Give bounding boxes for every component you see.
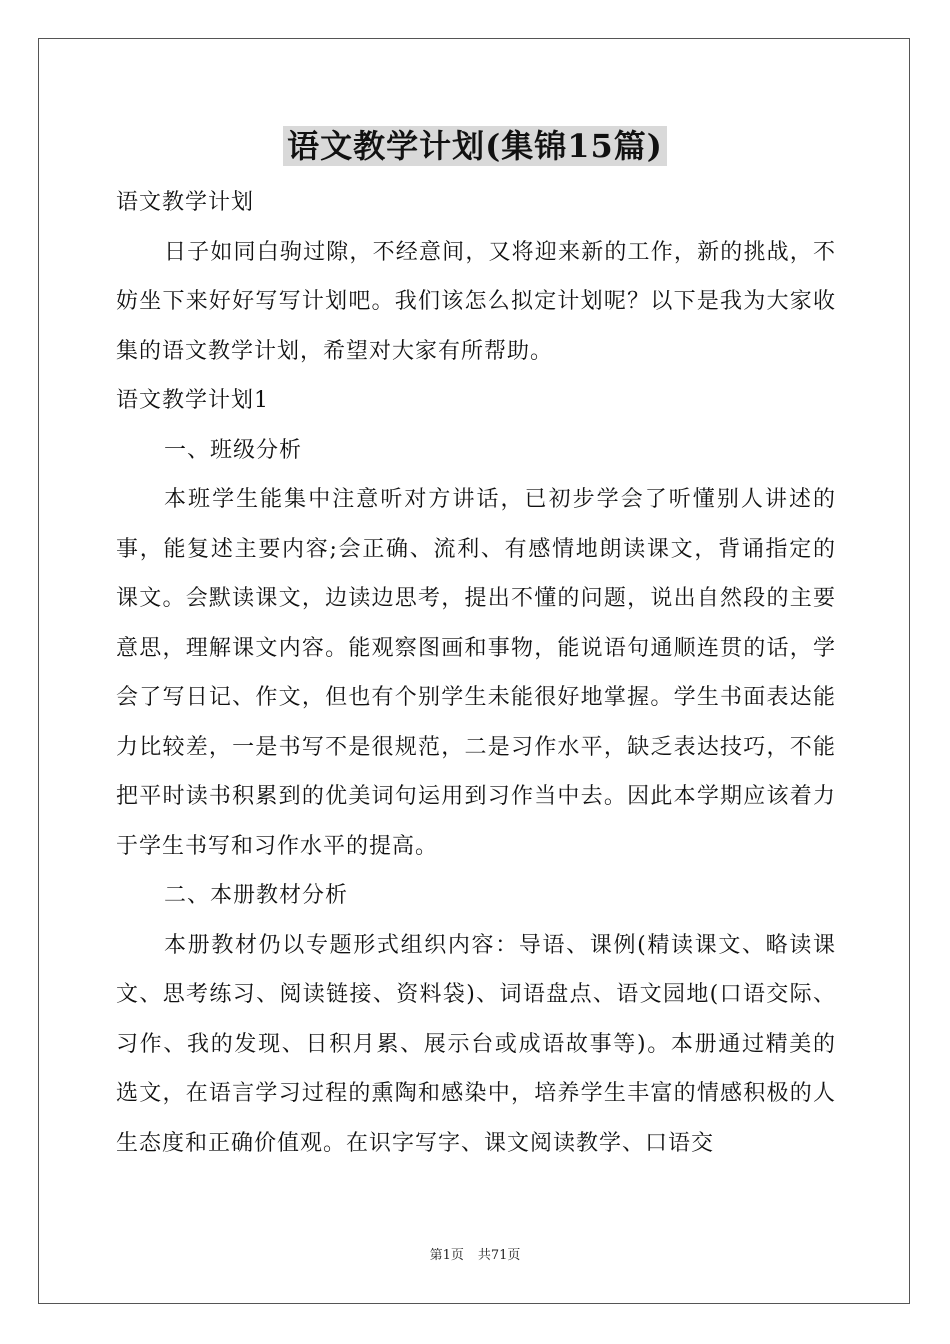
- paragraph: 本班学生能集中注意听对方讲话，已初步学会了听懂别人讲述的事，能复述主要内容;会正确、流利、有感情地朗读课文，背诵指定的课文。会默读课文，边读边思考，提出不懂的问题，说出自然段的主要意思，理解课文内容。能观察图画和事物，能说语句通顺连贯的话，学会了写日记、作文，但也有个别学生未能很好地掌握。学生书面表达能力比较差，一是书写不是很规范，二是习作水平，缺乏表达技巧，不能把平时读书积累到的优美词句运用到习作当中去。因此本学期应该着力于学生书写和习作水平的提高。: [116, 487, 836, 859]
- document-body: [116, 178, 836, 1168]
- paragraph: 日子如同白驹过隙，不经意间，又将迎来新的工作，新的挑战，不妨坐下来好好写写计划吧。我们该怎么拟定计划呢？以下是我为大家收集的语文教学计划，希望对大家有所帮助。: [116, 239, 836, 364]
- title-container: [0, 126, 950, 166]
- document-title: 语文教学计划(集锦15篇): [283, 126, 667, 166]
- page-number: 第1页: [429, 1248, 464, 1263]
- section-heading: 语文教学计划1: [116, 388, 269, 413]
- page-footer: [0, 1247, 950, 1265]
- paragraph: 语文教学计划: [116, 190, 255, 215]
- subsection-heading: 一、班级分析: [164, 437, 303, 463]
- subsection-heading: 二、本册教材分析: [164, 883, 349, 908]
- page-total: 共71页: [477, 1248, 521, 1263]
- paragraph: 本册教材仍以专题形式组织内容：导语、课例(精读课文、略读课文、思考练习、阅读链接、资料袋)、词语盘点、语文园地(口语交际、习作、我的发现、日积月累、展示台或成语故事等)。本册通过精美的选文，在语言学习过程的熏陶和感染中，培养学生丰富的情感积极的人生态度和正确价值观。在识字写字、课文阅读教学、口语交: [116, 932, 836, 1156]
